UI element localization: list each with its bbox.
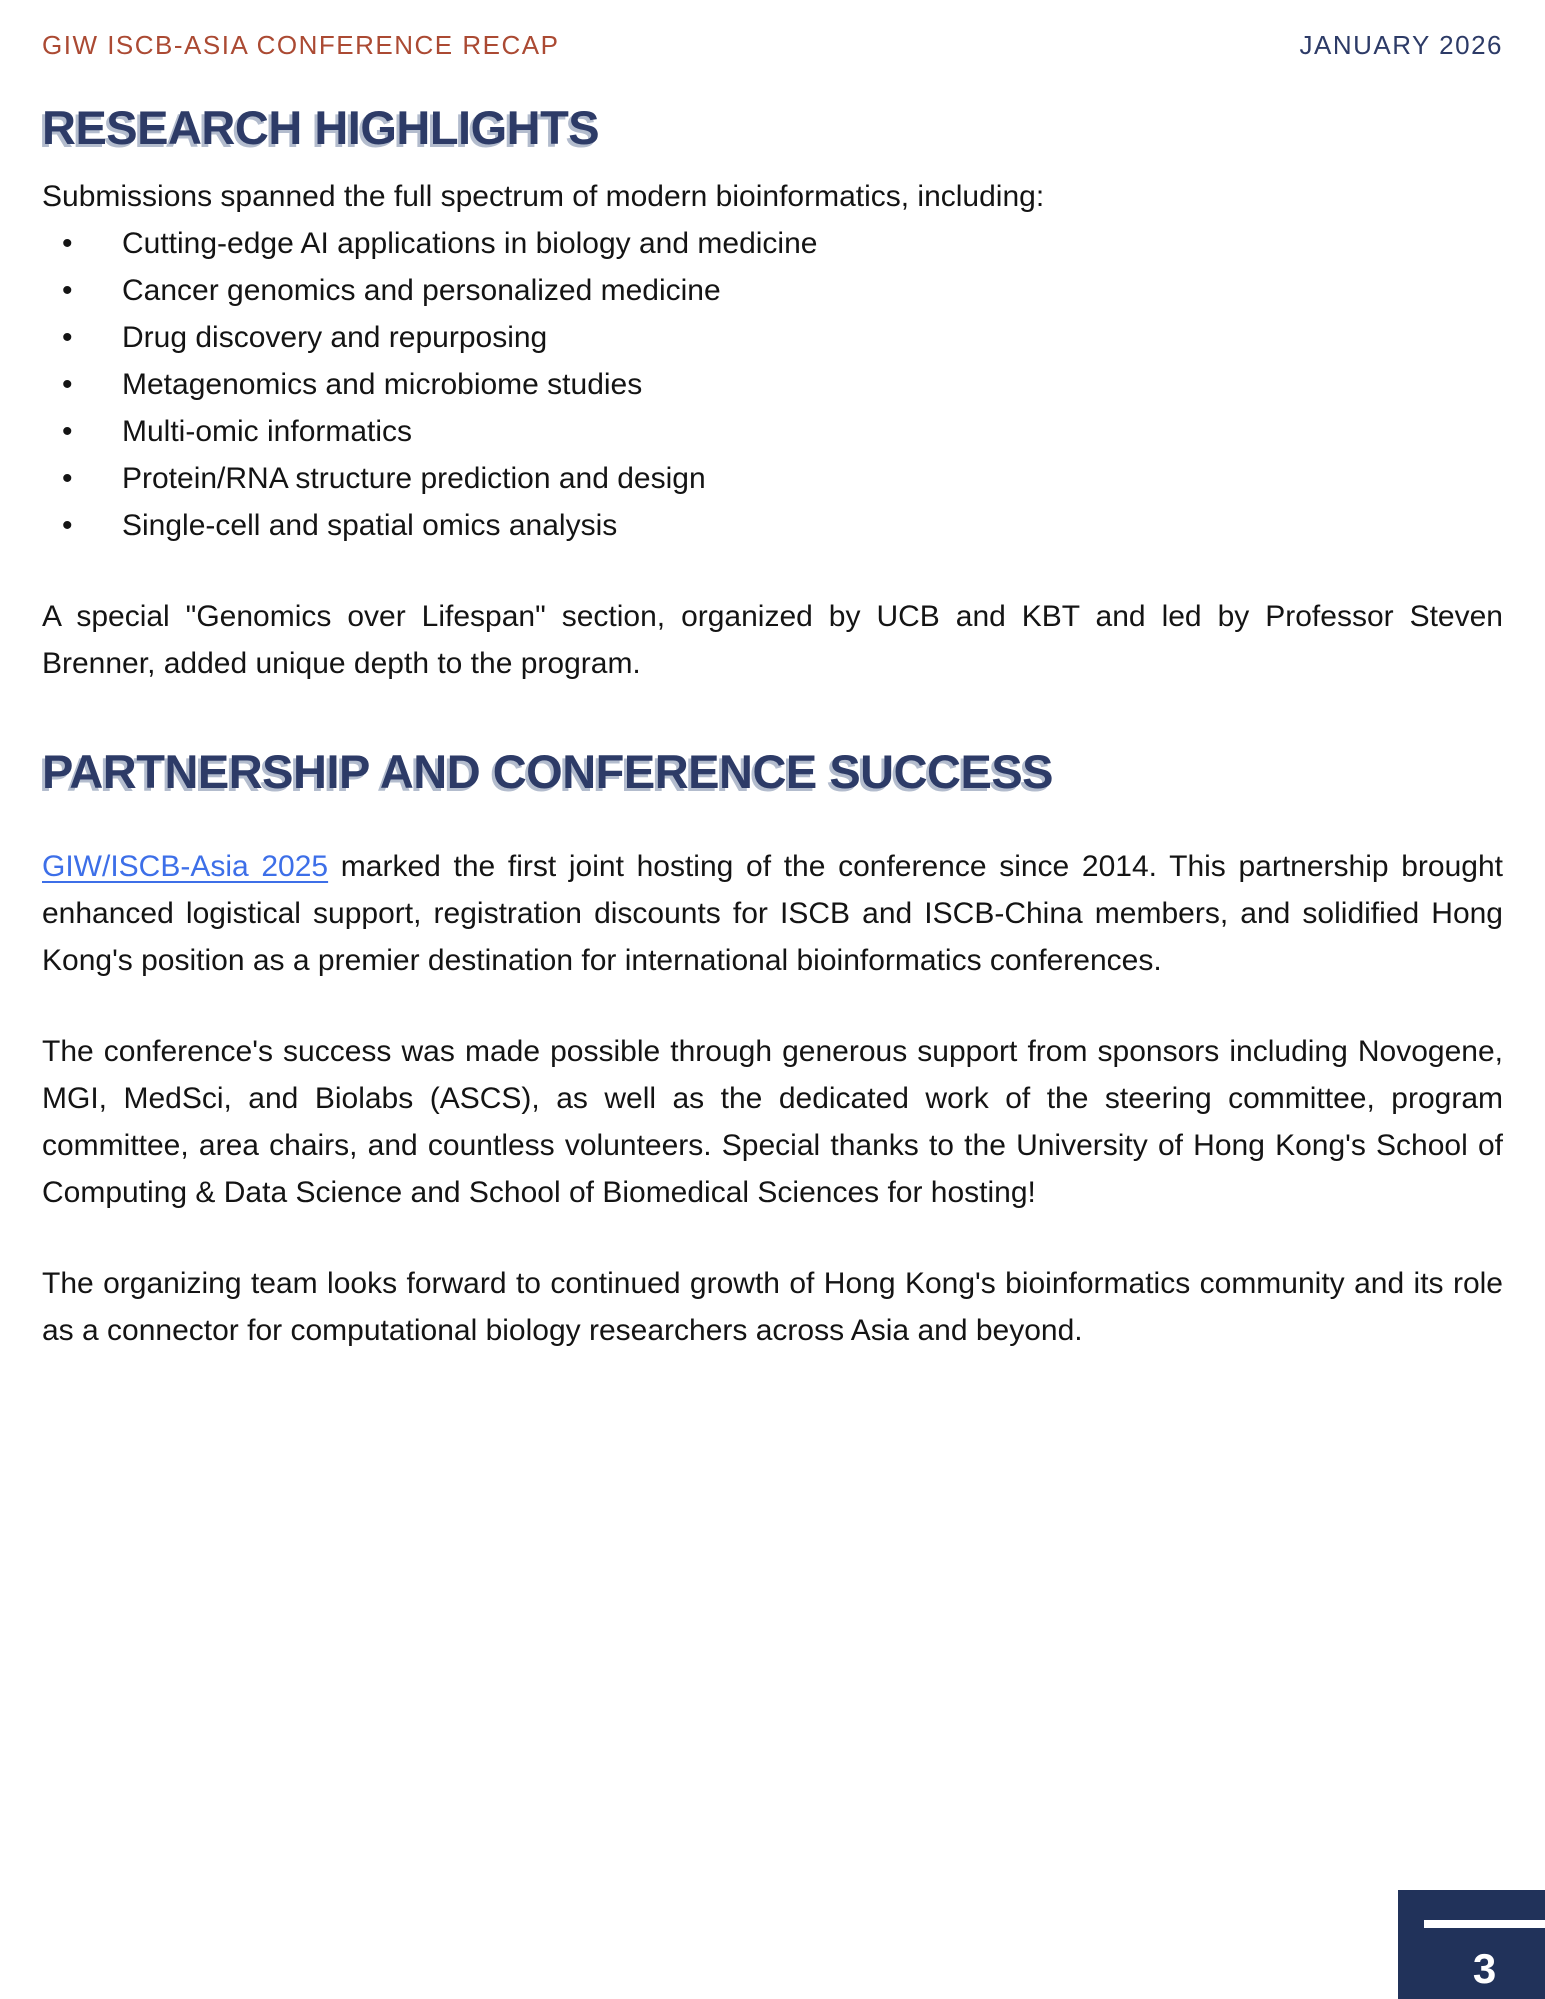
research-intro-text: Submissions spanned the full spectrum of modern bioinformatics, including: xyxy=(42,180,1045,214)
giw-iscb-asia-2025-link[interactable]: GIW/ISCB-Asia 2025 xyxy=(42,850,329,884)
header-publication-title: GIW ISCB-ASIA CONFERENCE RECAP xyxy=(42,30,560,60)
list-item-text: Cutting-edge AI applications in biology and medicine xyxy=(122,227,818,261)
footer-divider-line xyxy=(1424,1920,1545,1928)
partnership-paragraph-1 xyxy=(42,843,1503,984)
page-number: 3 xyxy=(1472,1945,1497,1992)
bullet-icon: • xyxy=(62,509,73,543)
research-topics-list xyxy=(42,220,1503,549)
list-item xyxy=(42,361,1503,408)
partnership-paragraph-2: The conference's success was made possible through generous support from sponsors including Novogene, MGI, MedSci, and Biolabs (ASCS), as well as the dedicated work of the steering committee, program committee, area chairs, and countless volunteers. Special thanks to the University of Hong Kong's School of Computing & Data Science and School of Biomedical Sciences for hosting! xyxy=(42,1035,1503,1210)
list-item-text: Metagenomics and microbiome studies xyxy=(122,368,643,402)
header-issue-date: JANUARY 2026 xyxy=(1299,30,1503,60)
list-item xyxy=(42,267,1503,314)
bullet-icon: • xyxy=(62,462,73,496)
partnership-paragraph-3: The organizing team looks forward to continued growth of Hong Kong's bioinformatics community and its role as a connector for computational biology researchers across Asia and beyond. xyxy=(42,1267,1503,1348)
partnership-heading: PARTNERSHIP AND CONFERENCE SUCCESS xyxy=(42,745,1054,799)
list-item-text: Single-cell and spatial omics analysis xyxy=(122,509,618,543)
bullet-icon: • xyxy=(62,415,73,449)
list-item-text: Cancer genomics and personalized medicine xyxy=(122,274,721,308)
list-item xyxy=(42,220,1503,267)
list-item-text: Multi-omic informatics xyxy=(122,415,413,449)
list-item-text: Protein/RNA structure prediction and design xyxy=(122,462,706,496)
page-header xyxy=(42,30,1503,61)
page-number-box xyxy=(1398,1890,1545,1999)
list-item xyxy=(42,408,1503,455)
list-item xyxy=(42,502,1503,549)
bullet-icon: • xyxy=(62,274,73,308)
bullet-icon: • xyxy=(62,321,73,355)
bullet-icon: • xyxy=(62,368,73,402)
partnership-paragraph-1-text: marked the first joint hosting of the conference since 2014. This partnership brought enhanced logistical support, registration discounts for ISCB and ISCB-China members, and solidified Hong Kong's position as a premier destination for international bioinformatics conferences. xyxy=(42,850,1503,978)
list-item xyxy=(42,314,1503,361)
research-closing-paragraph: A special "Genomics over Lifespan" section, organized by UCB and KBT and led by Professor Steven Brenner, added unique depth to the program. xyxy=(42,600,1503,681)
list-item xyxy=(42,455,1503,502)
list-item-text: Drug discovery and repurposing xyxy=(122,321,548,355)
bullet-icon: • xyxy=(62,227,73,261)
research-highlights-heading: RESEARCH HIGHLIGHTS xyxy=(42,101,600,154)
